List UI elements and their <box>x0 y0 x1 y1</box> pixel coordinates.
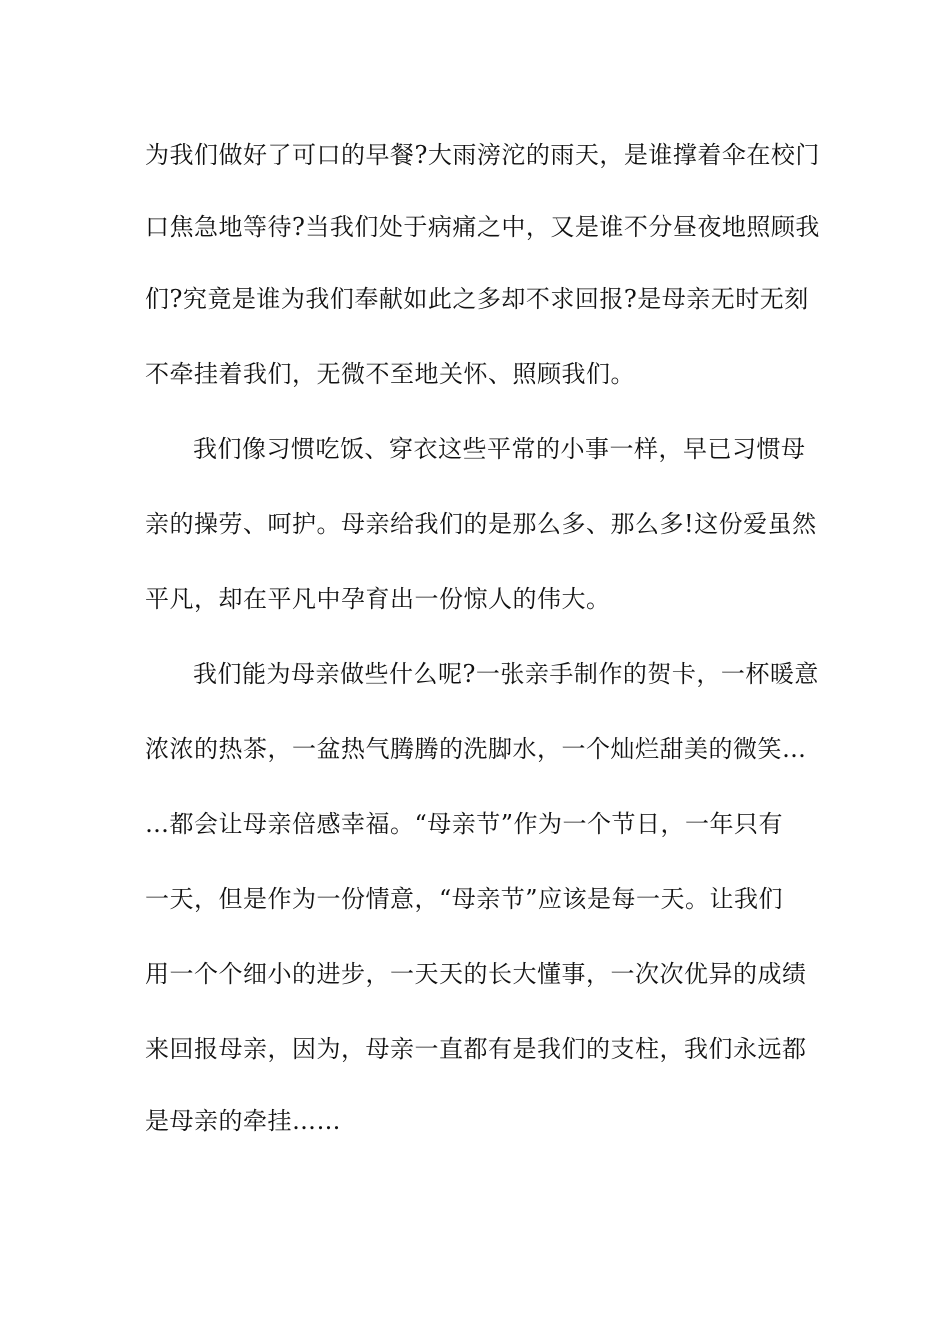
paragraph-3-line-5: 用一个个细小的进步，一天天的长大懂事，一次次优异的成绩 <box>145 960 807 988</box>
paragraph-1-line-3: 们?究竟是谁为我们奉献如此之多却不求回报?是母亲无时无刻 <box>145 285 809 313</box>
paragraph-1-line-4: 不牵挂着我们，无微不至地关怀、照顾我们。 <box>145 360 635 388</box>
paragraph-2-line-1: 我们像习惯吃饭、穿衣这些平常的小事一样，早已习惯母 <box>193 435 806 463</box>
paragraph-3-line-7: 是母亲的牵挂…… <box>145 1107 341 1135</box>
paragraph-3-line-2: 浓浓的热茶，一盆热气腾腾的洗脚水，一个灿烂甜美的微笑… <box>145 735 807 763</box>
paragraph-3-line-6: 来回报母亲，因为，母亲一直都有是我们的支柱，我们永远都 <box>145 1035 807 1063</box>
paragraph-3-line-4: 一天，但是作为一份情意，“母亲节”应该是每一天。让我们 <box>145 885 784 913</box>
paragraph-1-line-2: 口焦急地等待?当我们处于病痛之中，又是谁不分昼夜地照顾我 <box>145 213 820 241</box>
paragraph-2-line-3: 平凡，却在平凡中孕育出一份惊人的伟大。 <box>145 585 611 613</box>
paragraph-3-line-1: 我们能为母亲做些什么呢?一张亲手制作的贺卡，一杯暖意 <box>193 660 819 688</box>
paragraph-2-line-2: 亲的操劳、呵护。母亲给我们的是那么多、那么多!这份爱虽然 <box>145 510 817 538</box>
paragraph-3-line-3: …都会让母亲倍感幸福。“母亲节”作为一个节日，一年只有 <box>145 810 784 838</box>
paragraph-1-line-1: 为我们做好了可口的早餐?大雨滂沱的雨天，是谁撑着伞在校门 <box>145 141 820 169</box>
